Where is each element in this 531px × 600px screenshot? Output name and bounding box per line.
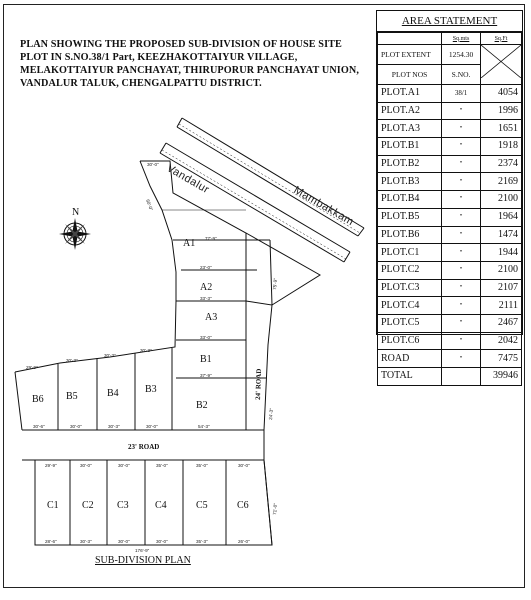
dim-b3-top: 30'-3" bbox=[140, 348, 152, 353]
area-row-sno: " bbox=[442, 155, 481, 173]
area-row-plot: ROAD bbox=[378, 350, 442, 368]
dim-a3-bottom: 33'-3" bbox=[200, 296, 212, 301]
area-row bbox=[378, 102, 522, 120]
dim-c-top-6: 30'-0" bbox=[238, 463, 250, 468]
dim-c-bottom-4: 30'-0" bbox=[156, 539, 168, 544]
area-row-sqft: 2111 bbox=[481, 297, 522, 315]
area-row-sno: " bbox=[442, 350, 481, 368]
area-row-sno: " bbox=[442, 261, 481, 279]
plot-b3-label: B3 bbox=[145, 384, 157, 395]
area-row bbox=[378, 297, 522, 315]
dim-c-bottom-5: 35'-3" bbox=[196, 539, 208, 544]
area-row-plot: PLOT.B4 bbox=[378, 191, 442, 209]
dim-right-side-a: 75'-9" bbox=[272, 277, 279, 291]
dim-b1-bottom: 37'-9" bbox=[200, 373, 212, 378]
site-boundary bbox=[15, 161, 320, 545]
area-row-sqft: 1996 bbox=[481, 102, 522, 120]
area-row bbox=[378, 279, 522, 297]
dim-c-top-3: 30'-0" bbox=[118, 463, 130, 468]
dim-b-bottom-4: 30'-0" bbox=[146, 424, 158, 429]
plot-b6-label: B6 bbox=[32, 394, 44, 405]
area-header-row bbox=[378, 33, 522, 45]
area-row-plot: PLOT.B2 bbox=[378, 155, 442, 173]
north-label: N bbox=[72, 207, 80, 218]
mambakkam-road-label: Mambakkam bbox=[291, 184, 356, 229]
area-row-sqft: 2100 bbox=[481, 191, 522, 209]
area-row-plot: PLOT.C6 bbox=[378, 332, 442, 350]
plot-nos-label: PLOT NOS bbox=[378, 65, 442, 85]
area-row-sqft: 2107 bbox=[481, 279, 522, 297]
dim-c-top-5: 35'-0" bbox=[196, 463, 208, 468]
area-row-sno: " bbox=[442, 208, 481, 226]
dim-c-bottom-3: 30'-0" bbox=[118, 539, 130, 544]
dim-c-bottom-1: 28'-6" bbox=[45, 539, 57, 544]
plot-b5-label: B5 bbox=[66, 391, 78, 402]
plot-c3-label: C3 bbox=[117, 500, 129, 511]
dim-b-bottom-3: 30'-3" bbox=[108, 424, 120, 429]
area-row-plot: PLOT.C1 bbox=[378, 244, 442, 262]
dim-b2-bottom: 54'-3" bbox=[198, 424, 210, 429]
area-header-sqft: Sq.Ft bbox=[481, 33, 522, 45]
dim-c-top-1: 29'-9" bbox=[45, 463, 57, 468]
plot-a2-label: A2 bbox=[200, 282, 213, 293]
dim-b1-top: 33'-0" bbox=[200, 335, 212, 340]
road-23-label: 23' ROAD bbox=[128, 443, 160, 451]
area-row-plot: PLOT.A2 bbox=[378, 102, 442, 120]
plot-a1-label: A1 bbox=[183, 238, 196, 249]
area-row-plot: PLOT.A1 bbox=[378, 85, 442, 103]
plot-extent-value: 1254.30 bbox=[442, 45, 481, 65]
area-header-blank bbox=[378, 33, 442, 45]
area-row bbox=[378, 208, 522, 226]
area-row-plot: PLOT.B1 bbox=[378, 138, 442, 156]
area-row-sqft: 2042 bbox=[481, 332, 522, 350]
total-label: TOTAL bbox=[378, 368, 442, 386]
area-row-plot: PLOT.C2 bbox=[378, 261, 442, 279]
dim-right-side-c: 71'-0" bbox=[272, 502, 279, 516]
area-row bbox=[378, 138, 522, 156]
area-row bbox=[378, 332, 522, 350]
dim-b4-top: 30'-3" bbox=[104, 353, 116, 358]
area-row-sno: " bbox=[442, 173, 481, 191]
area-row-sqft: 2374 bbox=[481, 155, 522, 173]
plot-a3-label: A3 bbox=[205, 312, 218, 323]
area-row-sno: " bbox=[442, 332, 481, 350]
dim-c-top-2: 30'-0" bbox=[80, 463, 92, 468]
area-row-sno: 38/1 bbox=[442, 85, 481, 103]
area-row bbox=[378, 120, 522, 138]
vandalur-road-label: Vandalur bbox=[164, 162, 212, 197]
plot-extent-label: PLOT EXTENT bbox=[378, 45, 442, 65]
area-row-sqft: 1474 bbox=[481, 226, 522, 244]
dim-c-top-4: 35'-0" bbox=[156, 463, 168, 468]
total-blank bbox=[442, 368, 481, 386]
area-row-sqft: 1651 bbox=[481, 120, 522, 138]
plan-heading: PLAN SHOWING THE PROPOSED SUB-DIVISION OF HOUSE SITE PLOT IN S.NO.38/1 Part, KEEZHAKOTTAIYUR VILLAGE, MELAKOTTAIYUR PANCHAYAT, THIRUPORUR PANCHAYAT UNION, VANDALUR TALUK, CHENGALPATTU DISTRICT. bbox=[20, 39, 359, 89]
area-row-sqft: 2169 bbox=[481, 173, 522, 191]
area-row-sqft: 4054 bbox=[481, 85, 522, 103]
plot-b1-label: B1 bbox=[200, 354, 212, 365]
dim-overall-bottom: 176'-9" bbox=[135, 548, 150, 553]
total-value: 39946 bbox=[481, 368, 522, 386]
area-row-plot: PLOT.B5 bbox=[378, 208, 442, 226]
area-statement-title: AREA STATEMENT bbox=[377, 11, 522, 32]
plot-b2-label: B2 bbox=[196, 400, 208, 411]
area-table bbox=[377, 32, 522, 386]
plot-c1-label: C1 bbox=[47, 500, 59, 511]
area-row-sqft: 1964 bbox=[481, 208, 522, 226]
area-row bbox=[378, 244, 522, 262]
area-row-sno: " bbox=[442, 314, 481, 332]
area-row bbox=[378, 261, 522, 279]
area-row bbox=[378, 350, 522, 368]
total-row bbox=[378, 368, 522, 386]
dim-a1-left: 60'-0" bbox=[145, 198, 154, 212]
dim-c-bottom-2: 30'-3" bbox=[80, 539, 92, 544]
dim-b-bottom-1: 30'-6" bbox=[33, 424, 45, 429]
area-row-sno: " bbox=[442, 102, 481, 120]
sno-label: S.NO. bbox=[442, 65, 481, 85]
dim-a2-bottom: 23'-0" bbox=[200, 265, 212, 270]
area-row-plot: PLOT.B3 bbox=[378, 173, 442, 191]
area-row bbox=[378, 191, 522, 209]
plot-c4-label: C4 bbox=[155, 500, 167, 511]
road-24-label: 24' ROAD bbox=[254, 368, 264, 401]
cross-mark-icon bbox=[481, 45, 521, 78]
dim-a1-bottom: 77'-9" bbox=[205, 236, 217, 241]
dim-b5-top: 30'-3" bbox=[66, 358, 78, 363]
area-row-sno: " bbox=[442, 297, 481, 315]
plot-c6-label: C6 bbox=[237, 500, 249, 511]
area-row-sno: " bbox=[442, 191, 481, 209]
area-row-sqft: 1944 bbox=[481, 244, 522, 262]
area-row bbox=[378, 85, 522, 103]
sub-division-plan-title: SUB-DIVISION PLAN bbox=[95, 555, 191, 566]
area-row-sno: " bbox=[442, 279, 481, 297]
plot-b4-label: B4 bbox=[107, 388, 119, 399]
area-row-sqft: 1918 bbox=[481, 138, 522, 156]
area-row-sno: " bbox=[442, 138, 481, 156]
north-arrow-icon bbox=[59, 218, 91, 250]
area-row-sno: " bbox=[442, 120, 481, 138]
area-row-plot: PLOT.B6 bbox=[378, 226, 442, 244]
plot-extent-row bbox=[378, 45, 522, 65]
area-row bbox=[378, 226, 522, 244]
dim-b6-top: 29'-9" bbox=[26, 365, 38, 370]
area-row-sno: " bbox=[442, 226, 481, 244]
area-row-plot: PLOT.A3 bbox=[378, 120, 442, 138]
area-row-plot: PLOT.C4 bbox=[378, 297, 442, 315]
area-rows bbox=[378, 85, 522, 368]
dim-a1-top: 30'-0" bbox=[147, 162, 159, 167]
area-row-sqft: 7475 bbox=[481, 350, 522, 368]
area-row-sno: " bbox=[442, 244, 481, 262]
dim-b-bottom-2: 30'-0" bbox=[70, 424, 82, 429]
area-row bbox=[378, 155, 522, 173]
area-row bbox=[378, 314, 522, 332]
dimension-labels bbox=[26, 162, 278, 553]
area-statement-table bbox=[376, 10, 523, 382]
area-row bbox=[378, 173, 522, 191]
area-header-sqmts: Sq.mts bbox=[442, 33, 481, 45]
area-row-plot: PLOT.C3 bbox=[378, 279, 442, 297]
plot-c5-label: C5 bbox=[196, 500, 208, 511]
dim-c-bottom-6: 26'-0" bbox=[238, 539, 250, 544]
plot-c2-label: C2 bbox=[82, 500, 94, 511]
area-cross-cell bbox=[481, 45, 522, 85]
dim-right-side-b: 24'-3" bbox=[268, 407, 275, 421]
area-row-sqft: 2467 bbox=[481, 314, 522, 332]
area-row-sqft: 2100 bbox=[481, 261, 522, 279]
area-row-plot: PLOT.C5 bbox=[378, 314, 442, 332]
